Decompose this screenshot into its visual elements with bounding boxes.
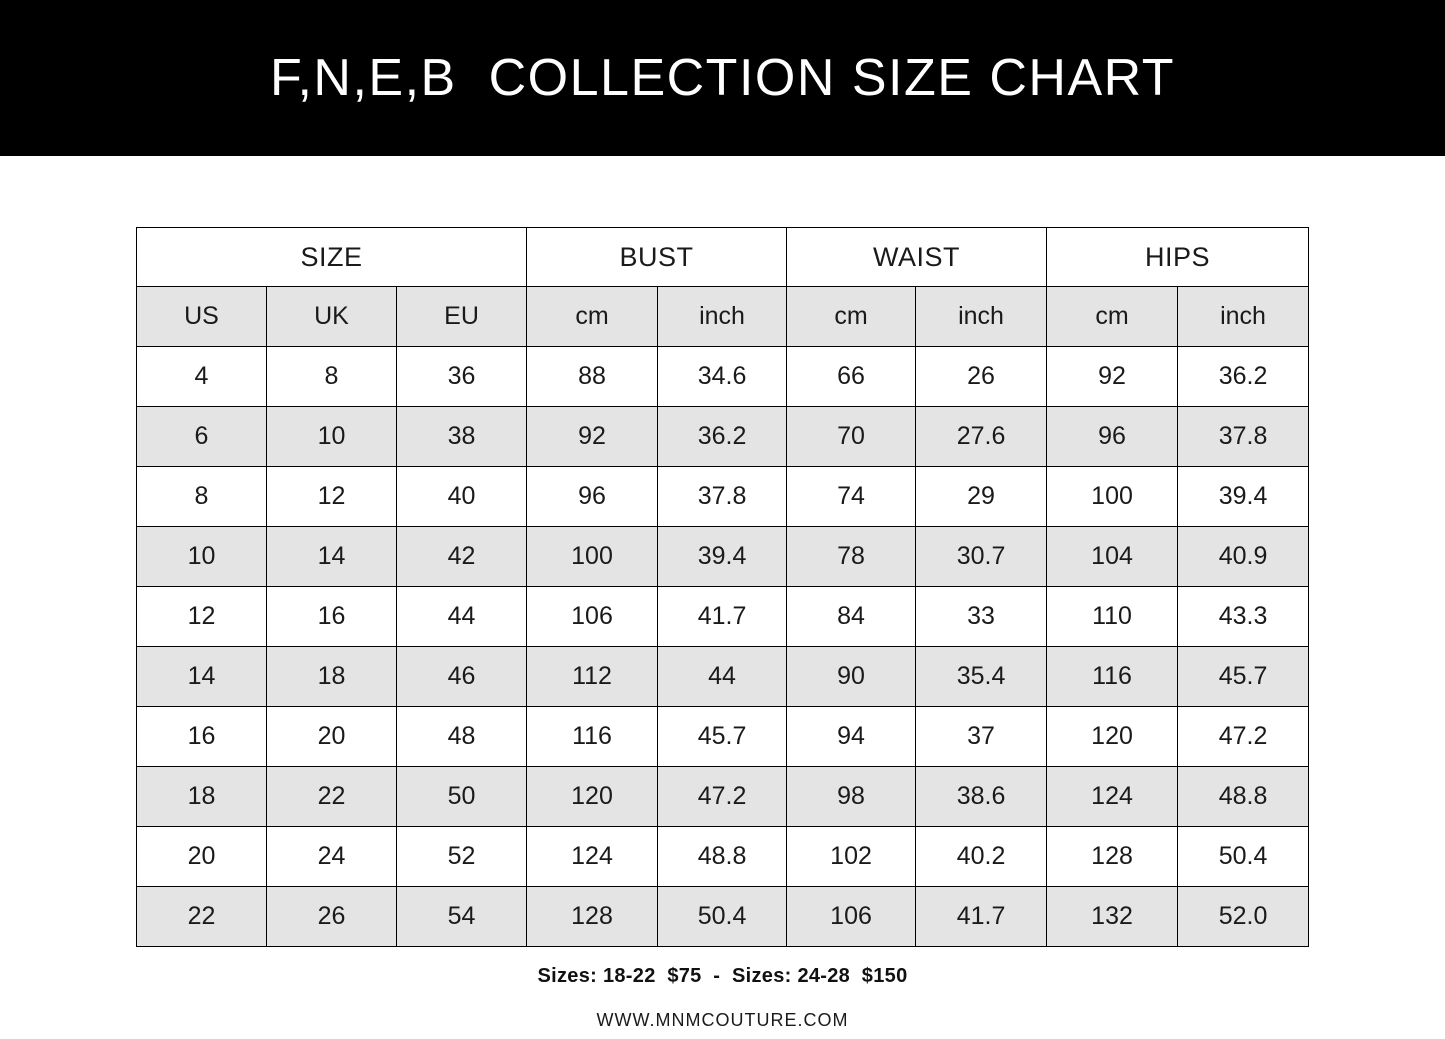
cell-us: 8 bbox=[137, 467, 267, 527]
group-header-hips: HIPS bbox=[1047, 228, 1309, 287]
unit-header-us: US bbox=[137, 287, 267, 347]
cell-us: 20 bbox=[137, 827, 267, 887]
cell-hips-inch: 50.4 bbox=[1178, 827, 1309, 887]
page-title: F,N,E,B COLLECTION SIZE CHART bbox=[269, 49, 1176, 107]
cell-us: 16 bbox=[137, 707, 267, 767]
cell-uk: 26 bbox=[267, 887, 397, 947]
cell-bust-inch: 41.7 bbox=[658, 587, 787, 647]
cell-hips-cm: 124 bbox=[1047, 767, 1178, 827]
cell-bust-inch: 47.2 bbox=[658, 767, 787, 827]
cell-hips-inch: 45.7 bbox=[1178, 647, 1309, 707]
table-group-header-row bbox=[137, 228, 1309, 287]
cell-eu: 36 bbox=[397, 347, 527, 407]
cell-bust-inch: 39.4 bbox=[658, 527, 787, 587]
table-row bbox=[137, 887, 1309, 947]
cell-bust-cm: 112 bbox=[527, 647, 658, 707]
cell-waist-cm: 90 bbox=[787, 647, 916, 707]
cell-bust-inch: 36.2 bbox=[658, 407, 787, 467]
cell-bust-inch: 44 bbox=[658, 647, 787, 707]
cell-eu: 46 bbox=[397, 647, 527, 707]
cell-uk: 24 bbox=[267, 827, 397, 887]
cell-eu: 42 bbox=[397, 527, 527, 587]
cell-waist-inch: 27.6 bbox=[916, 407, 1047, 467]
cell-waist-cm: 102 bbox=[787, 827, 916, 887]
cell-bust-inch: 45.7 bbox=[658, 707, 787, 767]
cell-waist-inch: 35.4 bbox=[916, 647, 1047, 707]
header-band bbox=[0, 0, 1445, 156]
cell-us: 10 bbox=[137, 527, 267, 587]
cell-eu: 48 bbox=[397, 707, 527, 767]
cell-bust-cm: 88 bbox=[527, 347, 658, 407]
unit-header-waist-inch: inch bbox=[916, 287, 1047, 347]
cell-eu: 40 bbox=[397, 467, 527, 527]
website-url: WWW.MNMCOUTURE.COM bbox=[596, 1010, 849, 1030]
cell-eu: 54 bbox=[397, 887, 527, 947]
cell-hips-cm: 120 bbox=[1047, 707, 1178, 767]
cell-hips-inch: 36.2 bbox=[1178, 347, 1309, 407]
cell-hips-cm: 110 bbox=[1047, 587, 1178, 647]
cell-hips-cm: 132 bbox=[1047, 887, 1178, 947]
cell-uk: 18 bbox=[267, 647, 397, 707]
cell-hips-cm: 128 bbox=[1047, 827, 1178, 887]
table-row bbox=[137, 707, 1309, 767]
cell-bust-cm: 106 bbox=[527, 587, 658, 647]
cell-us: 18 bbox=[137, 767, 267, 827]
cell-hips-inch: 52.0 bbox=[1178, 887, 1309, 947]
size-chart-table-wrap bbox=[136, 227, 1308, 947]
cell-waist-cm: 78 bbox=[787, 527, 916, 587]
cell-hips-inch: 47.2 bbox=[1178, 707, 1309, 767]
cell-us: 4 bbox=[137, 347, 267, 407]
cell-hips-inch: 43.3 bbox=[1178, 587, 1309, 647]
table-row bbox=[137, 587, 1309, 647]
cell-waist-inch: 40.2 bbox=[916, 827, 1047, 887]
cell-waist-cm: 98 bbox=[787, 767, 916, 827]
cell-us: 14 bbox=[137, 647, 267, 707]
table-row bbox=[137, 527, 1309, 587]
cell-waist-inch: 30.7 bbox=[916, 527, 1047, 587]
unit-header-hips-cm: cm bbox=[1047, 287, 1178, 347]
cell-hips-cm: 104 bbox=[1047, 527, 1178, 587]
cell-waist-cm: 106 bbox=[787, 887, 916, 947]
group-header-size: SIZE bbox=[137, 228, 527, 287]
cell-bust-cm: 116 bbox=[527, 707, 658, 767]
cell-bust-cm: 124 bbox=[527, 827, 658, 887]
cell-bust-cm: 128 bbox=[527, 887, 658, 947]
cell-us: 22 bbox=[137, 887, 267, 947]
cell-uk: 10 bbox=[267, 407, 397, 467]
cell-uk: 12 bbox=[267, 467, 397, 527]
cell-bust-inch: 48.8 bbox=[658, 827, 787, 887]
cell-waist-inch: 38.6 bbox=[916, 767, 1047, 827]
cell-waist-cm: 66 bbox=[787, 347, 916, 407]
cell-hips-cm: 100 bbox=[1047, 467, 1178, 527]
cell-bust-inch: 34.6 bbox=[658, 347, 787, 407]
group-header-bust: BUST bbox=[527, 228, 787, 287]
cell-waist-cm: 84 bbox=[787, 587, 916, 647]
cell-waist-inch: 26 bbox=[916, 347, 1047, 407]
unit-header-uk: UK bbox=[267, 287, 397, 347]
pricing-note: Sizes: 18-22 $75 - Sizes: 24-28 $150 bbox=[537, 965, 908, 987]
cell-eu: 44 bbox=[397, 587, 527, 647]
table-row bbox=[137, 407, 1309, 467]
cell-bust-cm: 92 bbox=[527, 407, 658, 467]
cell-waist-inch: 41.7 bbox=[916, 887, 1047, 947]
cell-hips-cm: 96 bbox=[1047, 407, 1178, 467]
table-row bbox=[137, 827, 1309, 887]
cell-waist-inch: 37 bbox=[916, 707, 1047, 767]
unit-header-hips-inch: inch bbox=[1178, 287, 1309, 347]
cell-hips-cm: 92 bbox=[1047, 347, 1178, 407]
cell-hips-inch: 39.4 bbox=[1178, 467, 1309, 527]
size-chart-table bbox=[136, 227, 1309, 947]
cell-bust-inch: 50.4 bbox=[658, 887, 787, 947]
unit-header-waist-cm: cm bbox=[787, 287, 916, 347]
unit-header-eu: EU bbox=[397, 287, 527, 347]
cell-waist-inch: 33 bbox=[916, 587, 1047, 647]
unit-header-bust-inch: inch bbox=[658, 287, 787, 347]
cell-eu: 52 bbox=[397, 827, 527, 887]
cell-waist-inch: 29 bbox=[916, 467, 1047, 527]
cell-bust-inch: 37.8 bbox=[658, 467, 787, 527]
cell-eu: 50 bbox=[397, 767, 527, 827]
cell-uk: 8 bbox=[267, 347, 397, 407]
table-row bbox=[137, 467, 1309, 527]
table-row bbox=[137, 647, 1309, 707]
cell-uk: 22 bbox=[267, 767, 397, 827]
cell-bust-cm: 100 bbox=[527, 527, 658, 587]
cell-hips-cm: 116 bbox=[1047, 647, 1178, 707]
cell-waist-cm: 74 bbox=[787, 467, 916, 527]
cell-eu: 38 bbox=[397, 407, 527, 467]
cell-bust-cm: 120 bbox=[527, 767, 658, 827]
cell-bust-cm: 96 bbox=[527, 467, 658, 527]
cell-waist-cm: 70 bbox=[787, 407, 916, 467]
cell-hips-inch: 48.8 bbox=[1178, 767, 1309, 827]
cell-uk: 20 bbox=[267, 707, 397, 767]
cell-waist-cm: 94 bbox=[787, 707, 916, 767]
cell-hips-inch: 37.8 bbox=[1178, 407, 1309, 467]
cell-uk: 16 bbox=[267, 587, 397, 647]
cell-us: 12 bbox=[137, 587, 267, 647]
unit-header-bust-cm: cm bbox=[527, 287, 658, 347]
group-header-waist: WAIST bbox=[787, 228, 1047, 287]
table-row bbox=[137, 347, 1309, 407]
cell-us: 6 bbox=[137, 407, 267, 467]
table-unit-header-row bbox=[137, 287, 1309, 347]
cell-hips-inch: 40.9 bbox=[1178, 527, 1309, 587]
cell-uk: 14 bbox=[267, 527, 397, 587]
table-row bbox=[137, 767, 1309, 827]
